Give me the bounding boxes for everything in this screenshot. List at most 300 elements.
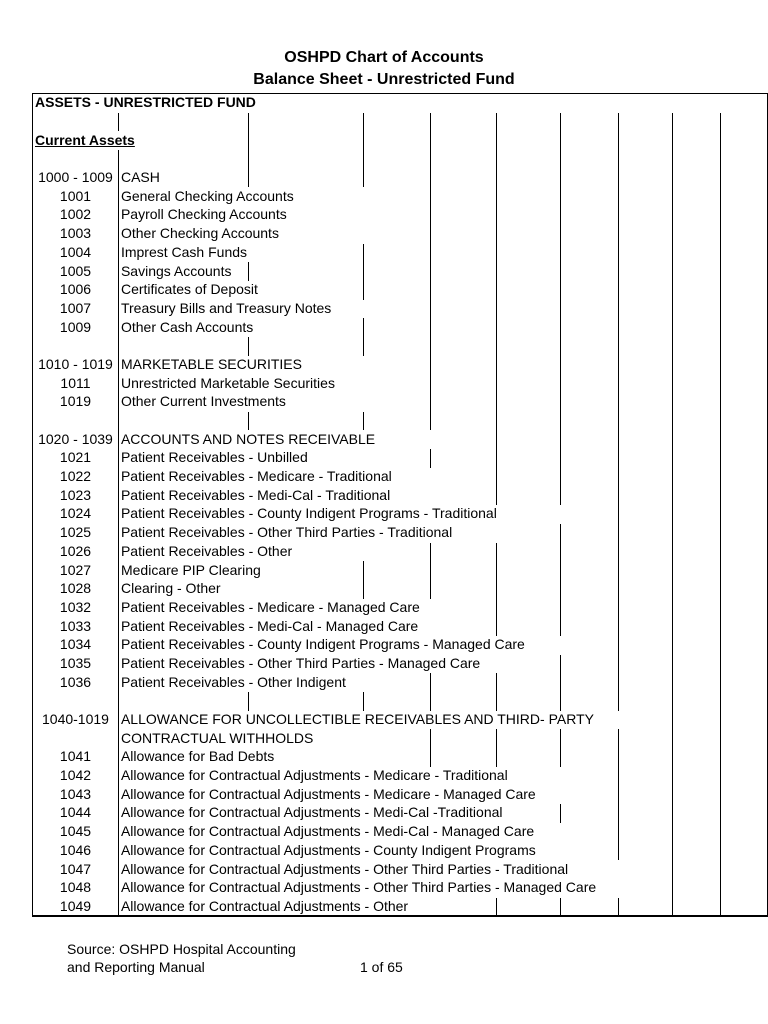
account-description: Allowance for Contractual Adjustments - Medicare - Managed Care xyxy=(118,785,618,804)
empty-cell xyxy=(618,187,673,206)
empty-cell xyxy=(431,449,497,468)
empty-cell xyxy=(720,729,767,748)
account-code: 1010 - 1019 xyxy=(33,355,119,374)
empty-cell xyxy=(561,187,619,206)
empty-cell xyxy=(431,299,497,318)
empty-cell xyxy=(673,336,720,355)
table-row xyxy=(33,224,768,243)
empty-cell xyxy=(561,131,619,150)
empty-cell xyxy=(673,785,720,804)
empty-cell xyxy=(431,318,497,337)
empty-cell xyxy=(720,299,767,318)
empty-cell xyxy=(720,150,767,169)
empty-cell xyxy=(431,374,497,393)
table-row xyxy=(33,598,768,617)
table-row xyxy=(33,299,768,318)
empty-cell xyxy=(561,411,619,430)
empty-cell xyxy=(618,729,673,748)
empty-cell xyxy=(673,729,720,748)
account-description: Allowance for Contractual Adjustments - Other Third Parties - Managed Care xyxy=(118,878,672,897)
account-description: General Checking Accounts xyxy=(118,187,430,206)
table-row xyxy=(33,467,768,486)
empty-cell xyxy=(673,523,720,542)
empty-cell xyxy=(618,822,673,841)
empty-cell xyxy=(497,897,561,916)
empty-cell xyxy=(720,411,767,430)
account-description: Allowance for Contractual Adjustments - Other Third Parties - Traditional xyxy=(118,860,672,879)
empty-cell xyxy=(618,748,673,767)
empty-cell xyxy=(720,467,767,486)
empty-cell xyxy=(497,243,561,262)
account-description: Patient Receivables - Other Indigent xyxy=(118,673,430,692)
empty-cell xyxy=(431,579,497,598)
table-row xyxy=(33,318,768,337)
empty-cell xyxy=(497,486,561,505)
empty-cell xyxy=(720,654,767,673)
empty-cell xyxy=(673,374,720,393)
empty-cell xyxy=(248,336,363,355)
empty-cell xyxy=(720,841,767,860)
empty-cell xyxy=(431,168,497,187)
table-row xyxy=(33,579,768,598)
empty-cell xyxy=(618,318,673,337)
empty-cell xyxy=(720,355,767,374)
table-row xyxy=(33,393,768,412)
empty-cell xyxy=(431,729,497,748)
account-code: 1023 xyxy=(33,486,119,505)
empty-cell xyxy=(673,467,720,486)
empty-cell xyxy=(431,150,497,169)
empty-cell xyxy=(673,486,720,505)
empty-cell xyxy=(497,617,561,636)
account-description: Allowance for Contractual Adjustments - Other xyxy=(118,897,496,916)
account-code: 1044 xyxy=(33,804,119,823)
account-code: 1047 xyxy=(33,860,119,879)
empty-cell xyxy=(673,748,720,767)
empty-cell xyxy=(497,187,561,206)
empty-cell xyxy=(561,206,619,225)
empty-cell xyxy=(561,243,619,262)
empty-cell xyxy=(431,748,497,767)
empty-cell xyxy=(720,280,767,299)
empty-cell xyxy=(561,262,619,281)
empty-cell xyxy=(431,393,497,412)
empty-cell xyxy=(497,542,561,561)
table-row xyxy=(33,411,768,430)
section-header: ASSETS - UNRESTRICTED FUND xyxy=(33,94,768,113)
account-code xyxy=(33,729,119,748)
empty-cell xyxy=(497,393,561,412)
empty-cell xyxy=(497,131,561,150)
empty-cell xyxy=(673,710,720,729)
empty-cell xyxy=(363,411,431,430)
empty-cell xyxy=(673,841,720,860)
empty-cell xyxy=(618,430,673,449)
empty-cell xyxy=(720,168,767,187)
table-row xyxy=(33,766,768,785)
account-description: Patient Receivables - Other Third Parties - Managed Care xyxy=(118,654,560,673)
account-code: 1021 xyxy=(33,449,119,468)
empty-cell xyxy=(618,393,673,412)
empty-cell xyxy=(431,280,497,299)
table-row xyxy=(33,374,768,393)
empty-cell xyxy=(561,897,619,916)
account-description: Medicare PIP Clearing xyxy=(118,561,363,580)
account-description: Patient Receivables - Medi-Cal - Managed Care xyxy=(118,617,496,636)
empty-cell xyxy=(561,542,619,561)
table-row xyxy=(33,430,768,449)
table-row xyxy=(33,710,768,729)
table-row xyxy=(33,897,768,916)
empty-cell xyxy=(618,112,673,131)
empty-cell xyxy=(248,411,363,430)
empty-cell xyxy=(673,243,720,262)
empty-cell xyxy=(497,561,561,580)
empty-cell xyxy=(720,822,767,841)
account-code xyxy=(33,112,119,131)
empty-cell xyxy=(561,430,619,449)
empty-cell xyxy=(561,318,619,337)
empty-cell xyxy=(618,486,673,505)
empty-cell xyxy=(363,150,431,169)
table-row xyxy=(33,785,768,804)
account-description: Payroll Checking Accounts xyxy=(118,206,430,225)
empty-cell xyxy=(561,449,619,468)
empty-cell xyxy=(431,673,497,692)
empty-cell xyxy=(497,112,561,131)
account-description xyxy=(118,692,248,711)
account-description: Patient Receivables - Medicare - Managed Care xyxy=(118,598,496,617)
empty-cell xyxy=(561,355,619,374)
empty-cell xyxy=(363,131,431,150)
empty-cell xyxy=(618,262,673,281)
footer-source-line2: and Reporting Manual xyxy=(67,959,205,975)
empty-cell xyxy=(561,579,619,598)
empty-cell xyxy=(363,318,431,337)
empty-cell xyxy=(248,168,363,187)
account-description xyxy=(118,150,248,169)
account-description: CASH xyxy=(118,168,248,187)
empty-cell xyxy=(673,822,720,841)
empty-cell xyxy=(720,878,767,897)
empty-cell xyxy=(618,561,673,580)
empty-cell xyxy=(561,523,619,542)
empty-cell xyxy=(720,692,767,711)
empty-cell xyxy=(561,112,619,131)
empty-cell xyxy=(618,505,673,524)
account-description: Other Checking Accounts xyxy=(118,224,430,243)
account-description: Allowance for Contractual Adjustments - County Indigent Programs xyxy=(118,841,618,860)
empty-cell xyxy=(497,729,561,748)
empty-cell xyxy=(618,673,673,692)
empty-cell xyxy=(363,168,431,187)
account-code: 1019 xyxy=(33,393,119,412)
empty-cell xyxy=(248,112,363,131)
account-code: 1007 xyxy=(33,299,119,318)
empty-cell xyxy=(561,654,619,673)
empty-cell xyxy=(618,224,673,243)
account-code: 1032 xyxy=(33,598,119,617)
account-code xyxy=(33,692,119,711)
table-row xyxy=(33,280,768,299)
account-code: 1024 xyxy=(33,505,119,524)
empty-cell xyxy=(497,299,561,318)
account-code: 1027 xyxy=(33,561,119,580)
table-row xyxy=(33,673,768,692)
account-description: Imprest Cash Funds xyxy=(118,243,363,262)
account-description: Unrestricted Marketable Securities xyxy=(118,374,430,393)
empty-cell xyxy=(618,635,673,654)
empty-cell xyxy=(720,187,767,206)
accounts-table xyxy=(32,93,768,917)
empty-cell xyxy=(720,785,767,804)
account-description: Savings Accounts xyxy=(118,262,248,281)
account-description: MARKETABLE SECURITIES xyxy=(118,355,430,374)
empty-cell xyxy=(497,336,561,355)
account-code xyxy=(33,150,119,169)
empty-cell xyxy=(561,598,619,617)
account-description xyxy=(118,336,248,355)
empty-cell xyxy=(673,112,720,131)
empty-cell xyxy=(363,243,431,262)
document-title: OSHPD Chart of Accounts xyxy=(284,49,484,66)
empty-cell xyxy=(497,150,561,169)
table-row xyxy=(33,822,768,841)
empty-cell xyxy=(673,878,720,897)
table-row xyxy=(33,635,768,654)
empty-cell xyxy=(431,336,497,355)
empty-cell xyxy=(673,766,720,785)
empty-cell xyxy=(497,692,561,711)
subsection-header: Current Assets xyxy=(33,131,249,150)
account-description: Patient Receivables - Other xyxy=(118,542,430,561)
account-description: Other Current Investments xyxy=(118,393,430,412)
empty-cell xyxy=(618,654,673,673)
empty-cell xyxy=(618,523,673,542)
empty-cell xyxy=(720,673,767,692)
empty-cell xyxy=(673,692,720,711)
account-code xyxy=(33,411,119,430)
footer-source xyxy=(67,940,296,976)
empty-cell xyxy=(561,467,619,486)
empty-cell xyxy=(720,860,767,879)
account-code: 1002 xyxy=(33,206,119,225)
empty-cell xyxy=(720,131,767,150)
empty-cell xyxy=(431,206,497,225)
table-row xyxy=(33,654,768,673)
empty-cell xyxy=(497,262,561,281)
empty-cell xyxy=(497,673,561,692)
empty-cell xyxy=(431,243,497,262)
empty-cell xyxy=(561,729,619,748)
empty-cell xyxy=(720,505,767,524)
table-row xyxy=(33,449,768,468)
empty-cell xyxy=(720,112,767,131)
empty-cell xyxy=(561,617,619,636)
account-code: 1009 xyxy=(33,318,119,337)
footer-source-line1: Source: OSHPD Hospital Accounting xyxy=(67,941,296,957)
empty-cell xyxy=(363,692,431,711)
empty-cell xyxy=(561,299,619,318)
table-row xyxy=(33,860,768,879)
empty-cell xyxy=(561,168,619,187)
empty-cell xyxy=(720,617,767,636)
empty-cell xyxy=(673,617,720,636)
empty-cell xyxy=(673,187,720,206)
empty-cell xyxy=(561,486,619,505)
empty-cell xyxy=(363,262,431,281)
empty-cell xyxy=(431,692,497,711)
account-code: 1006 xyxy=(33,280,119,299)
empty-cell xyxy=(720,523,767,542)
account-code: 1048 xyxy=(33,878,119,897)
empty-cell xyxy=(248,131,363,150)
empty-cell xyxy=(720,224,767,243)
table-row xyxy=(33,729,768,748)
empty-cell xyxy=(673,430,720,449)
table-row xyxy=(33,561,768,580)
empty-cell xyxy=(431,224,497,243)
table-row xyxy=(33,542,768,561)
empty-cell xyxy=(618,299,673,318)
empty-cell xyxy=(673,635,720,654)
empty-cell xyxy=(720,542,767,561)
account-code: 1004 xyxy=(33,243,119,262)
account-code: 1000 - 1009 xyxy=(33,168,119,187)
empty-cell xyxy=(561,280,619,299)
empty-cell xyxy=(673,579,720,598)
account-code: 1001 xyxy=(33,187,119,206)
table-row xyxy=(33,187,768,206)
empty-cell xyxy=(561,374,619,393)
empty-cell xyxy=(363,280,431,299)
empty-cell xyxy=(720,393,767,412)
empty-cell xyxy=(720,766,767,785)
account-code: 1022 xyxy=(33,467,119,486)
empty-cell xyxy=(431,411,497,430)
table-row xyxy=(33,841,768,860)
account-description: Patient Receivables - Unbilled xyxy=(118,449,430,468)
empty-cell xyxy=(497,579,561,598)
table-row xyxy=(33,505,768,524)
empty-cell xyxy=(618,841,673,860)
account-code: 1033 xyxy=(33,617,119,636)
account-code: 1028 xyxy=(33,579,119,598)
empty-cell xyxy=(618,542,673,561)
empty-cell xyxy=(720,710,767,729)
account-code: 1003 xyxy=(33,224,119,243)
empty-cell xyxy=(720,561,767,580)
empty-cell xyxy=(363,112,431,131)
account-code: 1041 xyxy=(33,748,119,767)
empty-cell xyxy=(618,168,673,187)
account-description: Other Cash Accounts xyxy=(118,318,363,337)
empty-cell xyxy=(673,505,720,524)
account-description: Patient Receivables - Medicare - Traditional xyxy=(118,467,496,486)
account-description: Certificates of Deposit xyxy=(118,280,363,299)
table-row xyxy=(33,355,768,374)
empty-cell xyxy=(720,430,767,449)
table-row xyxy=(33,168,768,187)
empty-cell xyxy=(618,897,673,916)
account-code: 1026 xyxy=(33,542,119,561)
table-row xyxy=(33,150,768,169)
empty-cell xyxy=(720,449,767,468)
account-code: 1045 xyxy=(33,822,119,841)
empty-cell xyxy=(561,748,619,767)
table-row xyxy=(33,523,768,542)
empty-cell xyxy=(431,131,497,150)
account-description xyxy=(118,112,248,131)
account-code: 1034 xyxy=(33,635,119,654)
empty-cell xyxy=(673,131,720,150)
empty-cell xyxy=(497,224,561,243)
empty-cell xyxy=(720,318,767,337)
account-code: 1049 xyxy=(33,897,119,916)
account-description: ALLOWANCE FOR UNCOLLECTIBLE RECEIVABLES AND THIRD- PARTY xyxy=(118,710,672,729)
empty-cell xyxy=(673,224,720,243)
empty-cell xyxy=(561,673,619,692)
empty-cell xyxy=(673,654,720,673)
empty-cell xyxy=(673,355,720,374)
empty-cell xyxy=(497,355,561,374)
empty-cell xyxy=(497,280,561,299)
account-code: 1020 - 1039 xyxy=(33,430,119,449)
empty-cell xyxy=(618,617,673,636)
empty-cell xyxy=(618,766,673,785)
account-description xyxy=(118,411,248,430)
empty-cell xyxy=(618,598,673,617)
empty-cell xyxy=(248,150,363,169)
empty-cell xyxy=(720,579,767,598)
empty-cell xyxy=(497,449,561,468)
empty-cell xyxy=(561,561,619,580)
empty-cell xyxy=(431,355,497,374)
empty-cell xyxy=(673,299,720,318)
account-description: Patient Receivables - Other Third Parties - Traditional xyxy=(118,523,560,542)
empty-cell xyxy=(720,243,767,262)
account-description: Allowance for Contractual Adjustments - Medi-Cal -Traditional xyxy=(118,804,560,823)
empty-cell xyxy=(431,262,497,281)
table-row xyxy=(33,878,768,897)
table-row xyxy=(33,131,768,150)
empty-cell xyxy=(673,542,720,561)
account-code: 1035 xyxy=(33,654,119,673)
empty-cell xyxy=(720,336,767,355)
empty-cell xyxy=(720,262,767,281)
empty-cell xyxy=(561,393,619,412)
account-code xyxy=(33,336,119,355)
table-row xyxy=(33,94,768,113)
table-row xyxy=(33,262,768,281)
table-row xyxy=(33,617,768,636)
account-description: Allowance for Bad Debts xyxy=(118,748,430,767)
account-description: ACCOUNTS AND NOTES RECEIVABLE xyxy=(118,430,496,449)
table-row xyxy=(33,748,768,767)
empty-cell xyxy=(618,411,673,430)
empty-cell xyxy=(561,804,619,823)
empty-cell xyxy=(431,112,497,131)
empty-cell xyxy=(618,206,673,225)
empty-cell xyxy=(248,692,363,711)
empty-cell xyxy=(673,280,720,299)
table-row xyxy=(33,243,768,262)
empty-cell xyxy=(497,467,561,486)
empty-cell xyxy=(431,187,497,206)
empty-cell xyxy=(673,598,720,617)
empty-cell xyxy=(673,168,720,187)
empty-cell xyxy=(561,692,619,711)
